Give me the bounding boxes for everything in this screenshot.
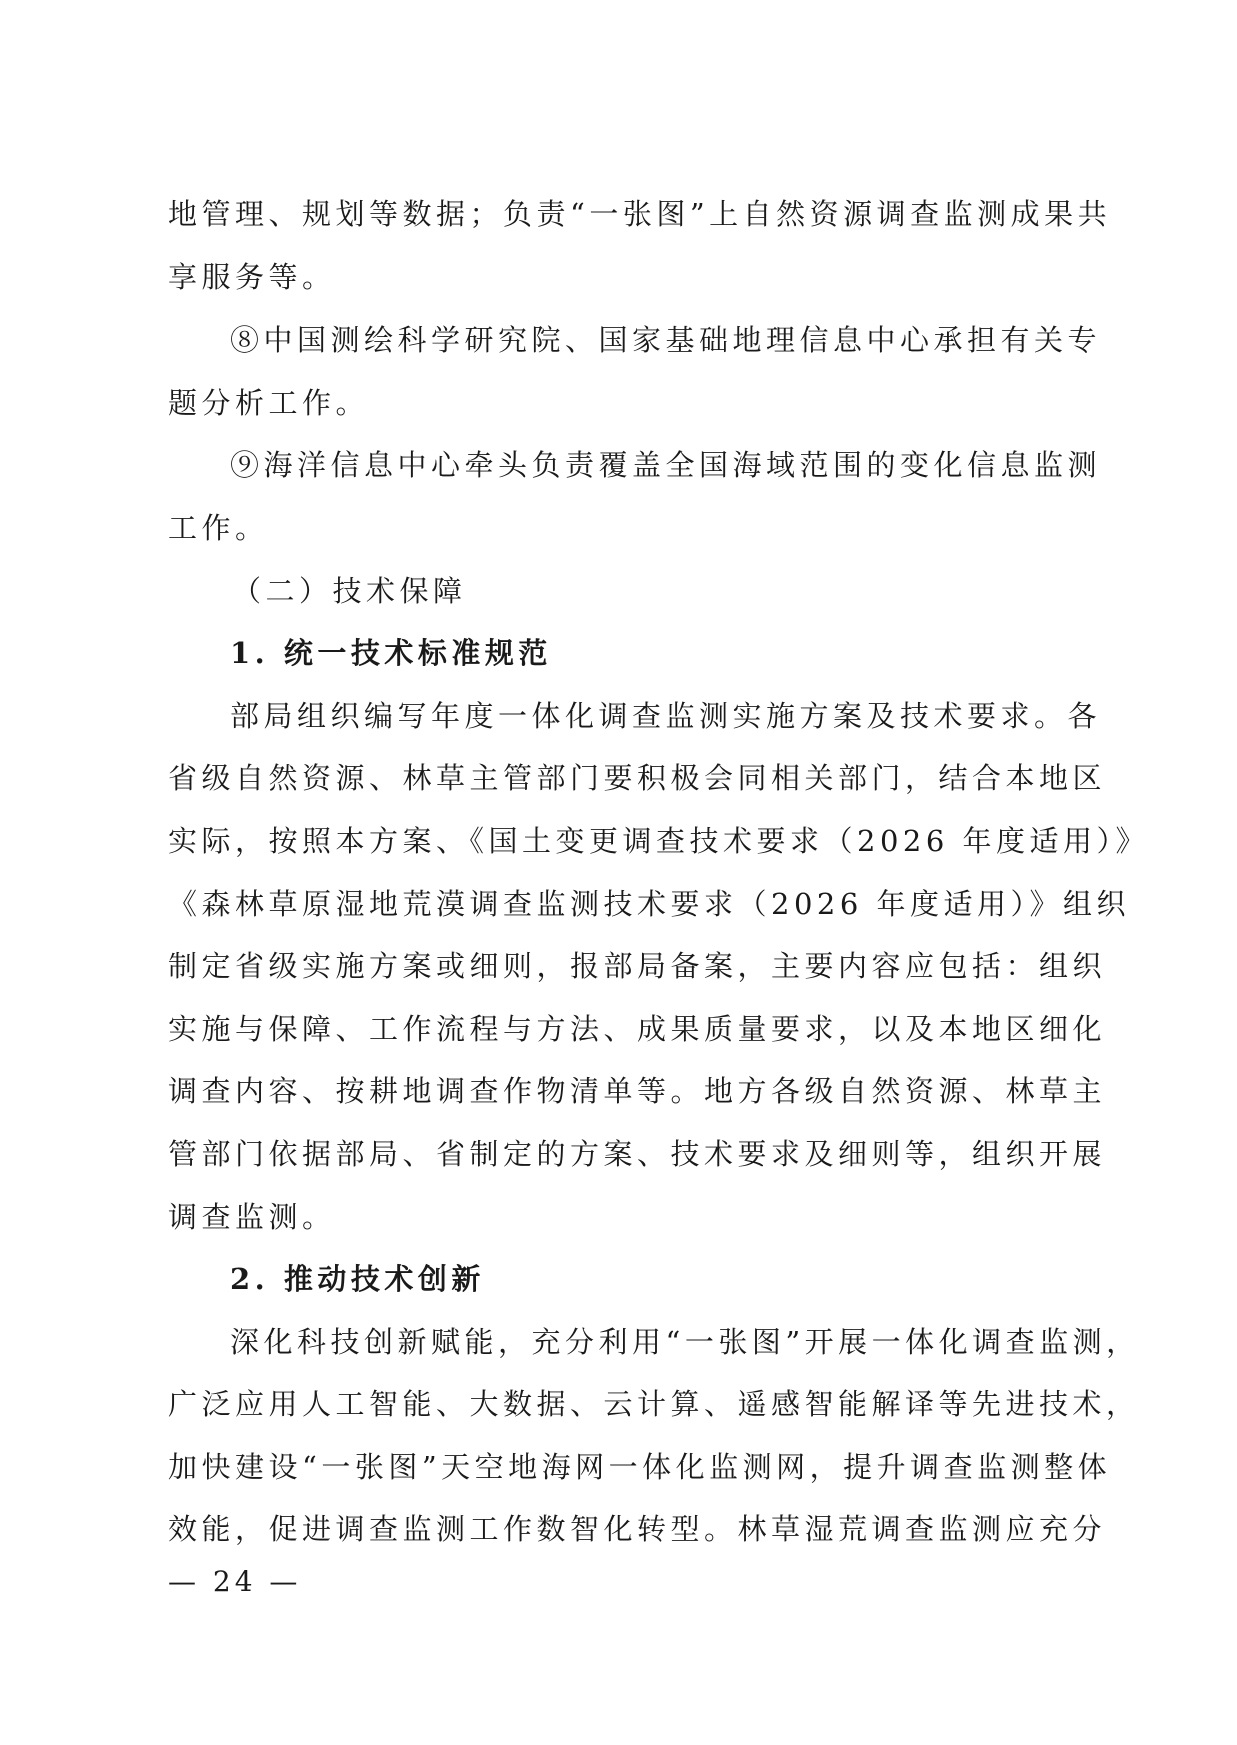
paragraph-line: 加快建设“一张图”天空地海网一体化监测网，提升调查监测整体 bbox=[168, 1450, 1112, 1484]
paragraph-line: 题分析工作。 bbox=[168, 386, 370, 420]
subsection-heading: 2. 推动技术创新 bbox=[230, 1262, 485, 1296]
paragraph-line: 实施与保障、工作流程与方法、成果质量要求，以及本地区细化 bbox=[168, 1012, 1107, 1046]
page-number: — 24 — bbox=[168, 1565, 302, 1598]
paragraph-line: 地管理、规划等数据；负责“一张图”上自然资源调查监测成果共 bbox=[168, 197, 1112, 231]
paragraph-line: 调查内容、按耕地调查作物清单等。地方各级自然资源、林草主 bbox=[168, 1074, 1107, 1108]
paragraph-line: 管部门依据部局、省制定的方案、技术要求及细则等，组织开展 bbox=[168, 1137, 1107, 1171]
paragraph-line: 制定省级实施方案或细则，报部局备案，主要内容应包括：组织 bbox=[168, 949, 1107, 983]
paragraph-line: 深化科技创新赋能，充分利用“一张图”开展一体化调查监测， bbox=[230, 1325, 1140, 1359]
subsection-heading: 1. 统一技术标准规范 bbox=[230, 636, 552, 670]
paragraph-line: 实际，按照本方案、《国土变更调查技术要求（2026 年度适用）》 bbox=[168, 824, 1150, 858]
paragraph-line: 《森林草原湿地荒漠调查监测技术要求（2026 年度适用）》组织 bbox=[168, 887, 1131, 921]
paragraph-line: ⑨海洋信息中心牵头负责覆盖全国海域范围的变化信息监测 bbox=[230, 448, 1102, 482]
paragraph-line: 省级自然资源、林草主管部门要积极会同相关部门，结合本地区 bbox=[168, 761, 1107, 795]
paragraph-line: 享服务等。 bbox=[168, 260, 336, 294]
paragraph-line: ⑧中国测绘科学研究院、国家基础地理信息中心承担有关专 bbox=[230, 323, 1102, 357]
paragraph-line: 调查监测。 bbox=[168, 1200, 336, 1234]
paragraph-line: 效能，促进调查监测工作数智化转型。林草湿荒调查监测应充分 bbox=[168, 1512, 1107, 1546]
section-heading: （二）技术保障 bbox=[232, 574, 467, 608]
paragraph-line: 工作。 bbox=[168, 511, 269, 545]
paragraph-line: 部局组织编写年度一体化调查监测实施方案及技术要求。各 bbox=[230, 699, 1102, 733]
paragraph-line: 广泛应用人工智能、大数据、云计算、遥感智能解译等先进技术， bbox=[168, 1387, 1140, 1421]
